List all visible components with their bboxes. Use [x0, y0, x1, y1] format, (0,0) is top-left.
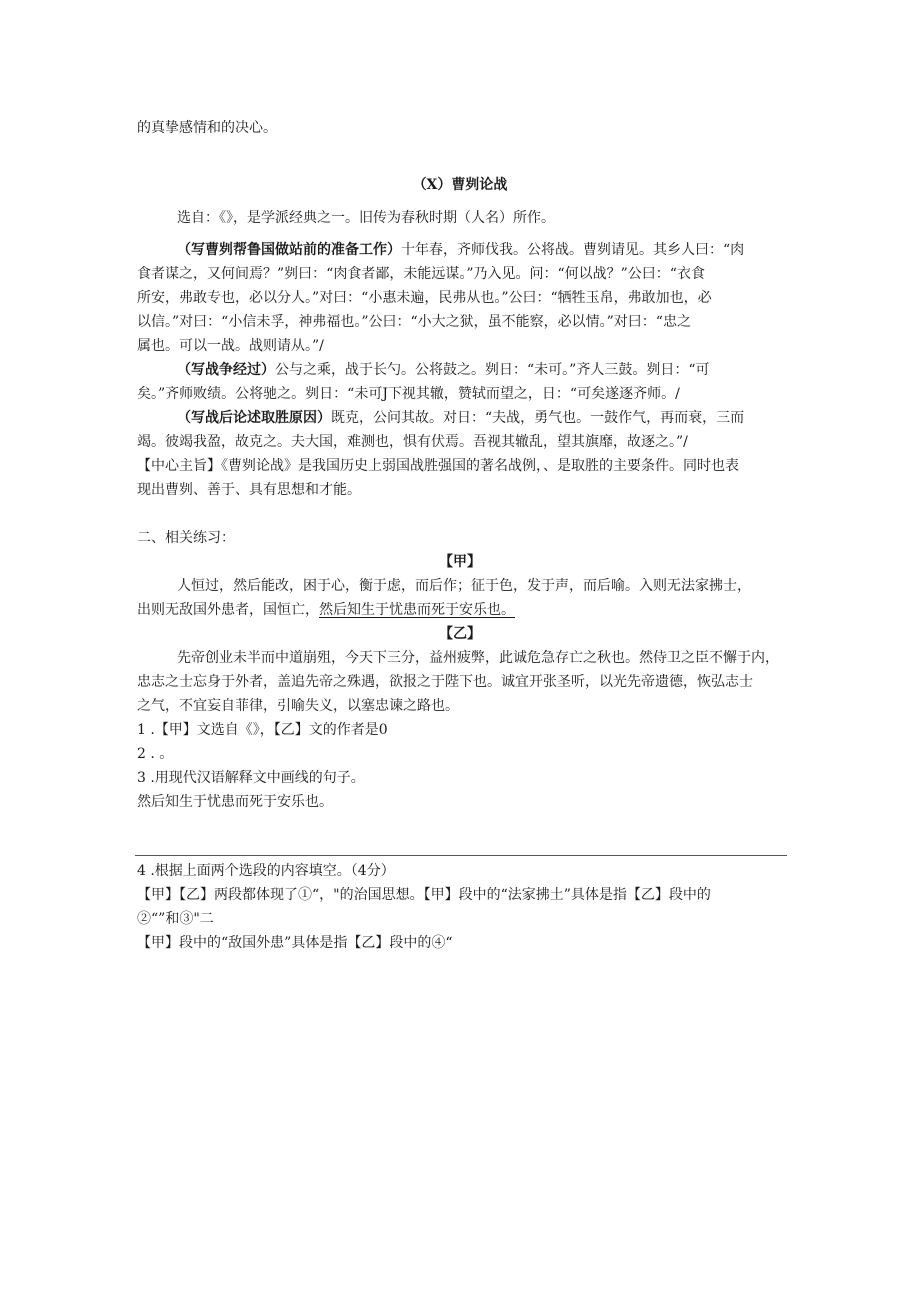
question-3-sentence: 然后知生于忧患而死于安乐也。 — [137, 794, 333, 810]
jia-underlined-sentence: 然后知生于忧患而死于安乐也。 — [319, 602, 515, 618]
p2-label: （写战争经过） — [177, 362, 275, 378]
passage-p3-line-1 — [177, 407, 827, 429]
p1-label: （写曹刿帮鲁国做站前的准备工作） — [177, 242, 401, 258]
passage-p1-line-4: 以信。”对曰：“小信未孚，神弗福也。”公曰：“小大之狱，虽不能察，必以情。”对曰：“忠之 — [137, 314, 691, 330]
p3-text-1: 既克，公问其故。对日：“夫战，勇气也。一鼓作气，再而衰，三而 — [331, 410, 745, 426]
question-2: 2 . 。 — [137, 746, 174, 762]
passage-p1-line-2: 食者谋之，又何间焉？”刿曰：“肉食者鄙，未能远谋。”乃入见。问：“何以战？”公曰：“衣食 — [137, 266, 705, 282]
yi-line-1: 先帝创业未半而中道崩殂，今天下三分，益州疲弊，此诚危急存亡之秋也。然侍卫之臣不懈于内， — [177, 650, 779, 666]
question-4-line-3: 【甲】段中的“敌国外患”具体是指【乙】段中的④“ — [137, 935, 453, 951]
question-1: 1 .【甲】文选自《》，【乙】文的作者是0 — [137, 722, 388, 738]
p1-text-1: 十年春，齐师伐我。公将战。曹刿请见。其乡人曰：“肉 — [401, 242, 745, 258]
intro-tail-text: 的真挚感情和的决心。 — [137, 120, 277, 136]
passage-p3-line-2: 竭。彼竭我盈，故克之。夫大国，难测也，惧有伏焉。吾视其辙乱，望其旗靡，故逐之。”/ — [137, 434, 688, 450]
p3-label: （写战后论述取胜原因） — [177, 410, 331, 426]
jia-line-2-plain: 出则无敌国外患者，国恒亡， — [137, 602, 319, 618]
theme-line-1: 【中心主旨】《曹刿论战》是我国历史上弱国战胜强国的著名战例，、是取胜的主要条件。同时也表 — [137, 458, 739, 474]
yi-title: 【乙】 — [439, 626, 481, 642]
section-title: （X）曹刿论战 — [412, 177, 508, 193]
passage-p1-line-5: 属也。可以一战。战则请从。”/ — [137, 338, 324, 354]
p2-text-1: 公与之乘，战于长勺。公将鼓之。刿日：“未可。”齐人三鼓。刿日：“可 — [275, 362, 710, 378]
source-line: 选自：《》，是学派经典之一。旧传为春秋时期（人名）所作。 — [177, 210, 555, 226]
practice-heading: 二、相关练习： — [137, 530, 235, 546]
passage-p2-line-1 — [177, 359, 827, 381]
yi-line-3: 之气，不宜妄自菲律，引喻失义，以塞忠谏之路也。 — [137, 698, 459, 714]
question-4: 4 .根据上面两个选段的内容填空。（4分） — [137, 863, 395, 879]
jia-title: 【甲】 — [439, 554, 481, 570]
question-4-line-1: 【甲】【乙】两段都体现了①“，"的治国思想。【甲】段中的“法家拂土”具体是指【乙】段中的 — [137, 887, 711, 903]
passage-p2-line-2: 矣。”齐师败绩。公将驰之。刿日：“未可J下视其辙，赞轼而望之，日：“可矣遂逐齐师。/ — [137, 386, 680, 402]
jia-line-2 — [137, 599, 787, 621]
passage-p1-line-1 — [177, 239, 827, 261]
theme-line-2: 现出曹刿、善于、具有思想和才能。 — [137, 482, 361, 498]
jia-line-1: 人恒过，然后能改，困于心，衡于虑，而后作；征于色，发于声，而后喻。入则无法家拂士， — [177, 578, 751, 594]
question-3: 3 .用现代汉语解释文中画线的句子。 — [137, 770, 365, 786]
divider-line — [135, 855, 787, 856]
passage-p1-line-3: 所安，弗敢专也，必以分人。”对曰：“小惠未遍，民弗从也。”公曰：“牺牲玉帛，弗敢加也，必 — [137, 290, 712, 306]
yi-line-2: 忠志之士忘身于外者，盖追先帝之殊遇，欲报之于陛下也。诚宜开张圣听，以光先帝遗德，恢弘志士 — [137, 674, 753, 690]
question-4-line-2: ②“”和③"二 — [137, 911, 214, 927]
